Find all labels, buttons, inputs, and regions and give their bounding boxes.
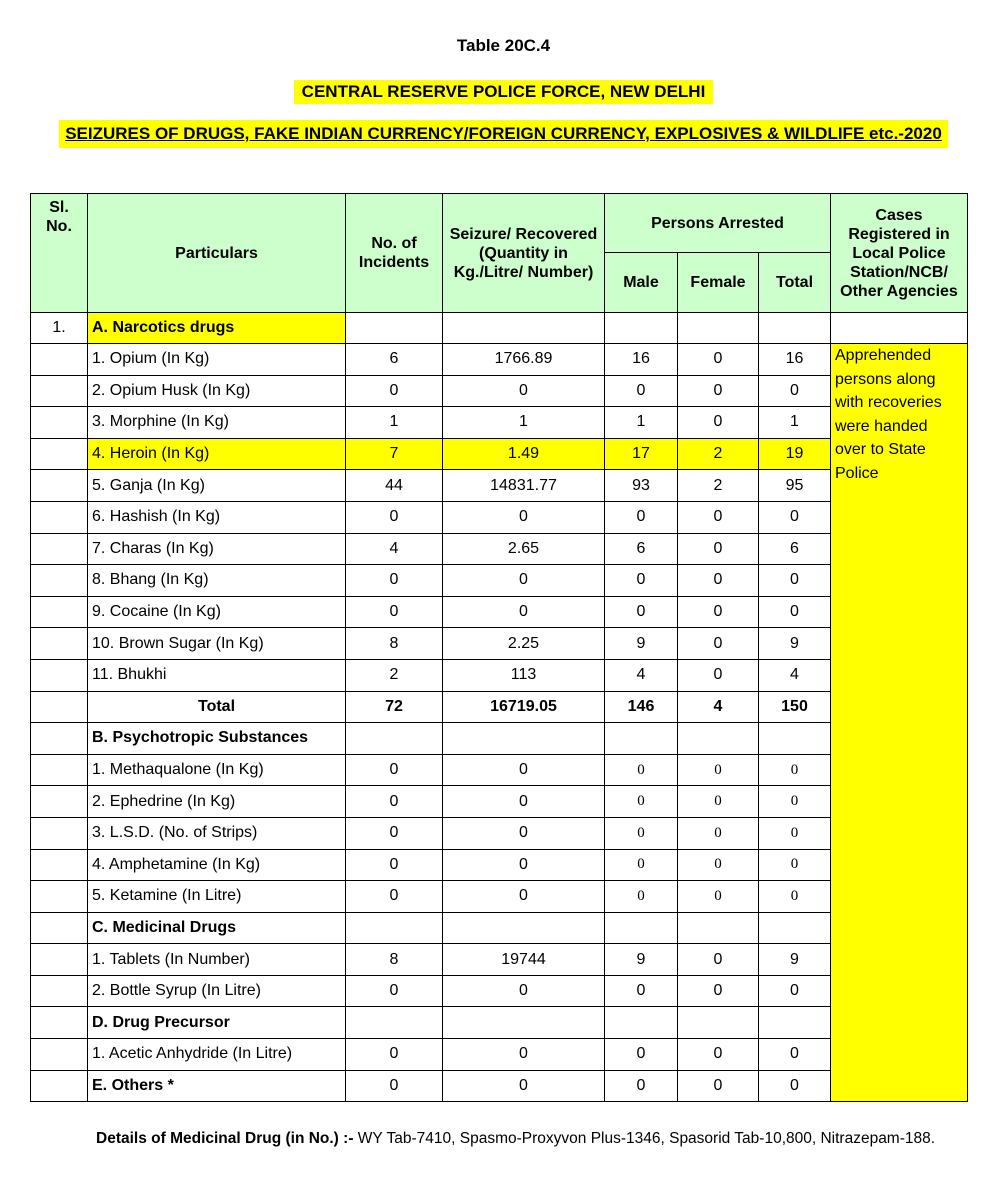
row-male: 4 xyxy=(605,659,678,691)
table-row xyxy=(31,659,968,691)
row-total: 0 xyxy=(759,881,831,913)
row-male: 6 xyxy=(605,533,678,565)
section-row xyxy=(31,1007,968,1039)
table-row xyxy=(31,438,968,470)
row-sl xyxy=(31,1039,88,1071)
row-seizure: 2.25 xyxy=(443,628,605,660)
row-incidents: 8 xyxy=(346,628,443,660)
row-female: 0 xyxy=(678,659,759,691)
row-total: 0 xyxy=(759,817,831,849)
row-seizure: 0 xyxy=(443,565,605,597)
row-female: 0 xyxy=(678,407,759,439)
row-particular: 11. Bhukhi xyxy=(88,659,346,691)
row-total: 6 xyxy=(759,533,831,565)
table-row xyxy=(31,533,968,565)
header-persons-arrested: Persons Arrested xyxy=(605,194,831,253)
row-incidents: 0 xyxy=(346,565,443,597)
row-sl xyxy=(31,723,88,755)
row-total: 9 xyxy=(759,944,831,976)
header-total: Total xyxy=(759,253,831,313)
row-incidents: 0 xyxy=(346,881,443,913)
footer-note xyxy=(96,1127,956,1150)
row-sl xyxy=(31,344,88,376)
row-seizure: 0 xyxy=(443,1039,605,1071)
row-particular: 5. Ketamine (In Litre) xyxy=(88,881,346,913)
header-seizure: Seizure/ Recovered (Quantity in Kg./Litre/ Number) xyxy=(443,194,605,313)
row-incidents: 0 xyxy=(346,596,443,628)
row-seizure: 1.49 xyxy=(443,438,605,470)
row-male: 0 xyxy=(605,375,678,407)
total-incidents: 72 xyxy=(346,691,443,723)
row-sl xyxy=(31,407,88,439)
row-incidents: 0 xyxy=(346,1039,443,1071)
empty-cell xyxy=(605,1007,678,1039)
row-sl xyxy=(31,786,88,818)
empty-cell xyxy=(759,912,831,944)
row-seizure: 0 xyxy=(443,817,605,849)
empty-cell xyxy=(346,1007,443,1039)
row-particular: 2. Bottle Syrup (In Litre) xyxy=(88,975,346,1007)
header-female: Female xyxy=(678,253,759,313)
row-seizure: 19744 xyxy=(443,944,605,976)
row-particular: E. Others * xyxy=(88,1070,346,1102)
empty-cell xyxy=(759,1007,831,1039)
row-male: 0 xyxy=(605,501,678,533)
row-seizure: 14831.77 xyxy=(443,470,605,502)
row-total: 0 xyxy=(759,849,831,881)
row-female: 0 xyxy=(678,1039,759,1071)
footer-label: Details of Medicinal Drug (in No.) :- xyxy=(96,1130,354,1147)
row-particular: 3. Morphine (In Kg) xyxy=(88,407,346,439)
empty-cell xyxy=(443,912,605,944)
row-incidents: 1 xyxy=(346,407,443,439)
row-total: 0 xyxy=(759,1070,831,1102)
row-male: 9 xyxy=(605,628,678,660)
row-sl xyxy=(31,1007,88,1039)
row-male: 0 xyxy=(605,975,678,1007)
header-sl: Sl. No. xyxy=(31,194,88,313)
row-incidents: 0 xyxy=(346,817,443,849)
row-female: 0 xyxy=(678,628,759,660)
row-incidents: 7 xyxy=(346,438,443,470)
row-seizure: 113 xyxy=(443,659,605,691)
row-male: 0 xyxy=(605,596,678,628)
row-total: 0 xyxy=(759,375,831,407)
row-female: 0 xyxy=(678,817,759,849)
row-particular: 4. Amphetamine (In Kg) xyxy=(88,849,346,881)
empty-cell xyxy=(678,1007,759,1039)
row-particular: 4. Heroin (In Kg) xyxy=(88,438,346,470)
total-female: 4 xyxy=(678,691,759,723)
row-particular: 6. Hashish (In Kg) xyxy=(88,501,346,533)
row-total: 9 xyxy=(759,628,831,660)
table-row xyxy=(31,344,968,376)
row-particular: 1. Opium (In Kg) xyxy=(88,344,346,376)
footer-text: WY Tab-7410, Spasmo-Proxyvon Plus-1346, Spasorid Tab-10,800, Nitrazepam-188. xyxy=(353,1130,936,1147)
row-particular: 1. Acetic Anhydride (In Litre) xyxy=(88,1039,346,1071)
row-female: 0 xyxy=(678,944,759,976)
header-cases: Cases Registered in Local Police Station/NCB/ Other Agencies xyxy=(831,194,968,313)
row-particular: 10. Brown Sugar (In Kg) xyxy=(88,628,346,660)
row-male: 0 xyxy=(605,849,678,881)
total-row xyxy=(31,691,968,723)
row-male: 16 xyxy=(605,344,678,376)
row-seizure: 0 xyxy=(443,754,605,786)
row-sl xyxy=(31,754,88,786)
row-male: 0 xyxy=(605,1070,678,1102)
row-sl: 1. xyxy=(31,313,88,344)
row-particular: 5. Ganja (In Kg) xyxy=(88,470,346,502)
table-row xyxy=(31,754,968,786)
row-female: 0 xyxy=(678,596,759,628)
total-label: Total xyxy=(88,691,346,723)
row-incidents: 8 xyxy=(346,944,443,976)
row-total: 0 xyxy=(759,786,831,818)
row-total: 0 xyxy=(759,565,831,597)
row-seizure: 0 xyxy=(443,849,605,881)
row-sl xyxy=(31,849,88,881)
row-total: 0 xyxy=(759,501,831,533)
row-sl xyxy=(31,912,88,944)
header-particulars: Particulars xyxy=(88,194,346,313)
row-male: 9 xyxy=(605,944,678,976)
row-total: 95 xyxy=(759,470,831,502)
row-female: 0 xyxy=(678,533,759,565)
row-incidents: 0 xyxy=(346,1070,443,1102)
row-incidents: 0 xyxy=(346,501,443,533)
row-seizure: 2.65 xyxy=(443,533,605,565)
section-label: C. Medicinal Drugs xyxy=(88,912,346,944)
empty-cell xyxy=(678,912,759,944)
row-seizure: 0 xyxy=(443,975,605,1007)
row-total: 4 xyxy=(759,659,831,691)
subtitle-wrap xyxy=(0,80,1007,104)
heading: SEIZURES OF DRUGS, FAKE INDIAN CURRENCY/FOREIGN CURRENCY, EXPLOSIVES & WILDLIFE etc.-2020 xyxy=(59,120,948,148)
row-particular: 9. Cocaine (In Kg) xyxy=(88,596,346,628)
row-seizure: 0 xyxy=(443,375,605,407)
table-row xyxy=(31,944,968,976)
row-sl xyxy=(31,596,88,628)
table-row xyxy=(31,407,968,439)
row-female: 2 xyxy=(678,438,759,470)
row-incidents: 4 xyxy=(346,533,443,565)
row-incidents: 0 xyxy=(346,975,443,1007)
row-particular: 2. Ephedrine (In Kg) xyxy=(88,786,346,818)
row-female: 0 xyxy=(678,786,759,818)
row-particular: 8. Bhang (In Kg) xyxy=(88,565,346,597)
header-incidents: No. of Incidents xyxy=(346,194,443,313)
row-seizure: 1766.89 xyxy=(443,344,605,376)
row-sl xyxy=(31,944,88,976)
row-incidents: 0 xyxy=(346,849,443,881)
table-row xyxy=(31,501,968,533)
row-female: 0 xyxy=(678,849,759,881)
total-seizure: 16719.05 xyxy=(443,691,605,723)
row-total: 0 xyxy=(759,596,831,628)
subtitle: CENTRAL RESERVE POLICE FORCE, NEW DELHI xyxy=(294,80,714,104)
empty-cell xyxy=(678,723,759,755)
row-sl xyxy=(31,470,88,502)
row-sl xyxy=(31,533,88,565)
section-row xyxy=(31,313,968,344)
row-male: 93 xyxy=(605,470,678,502)
empty-cell xyxy=(443,723,605,755)
row-total: 0 xyxy=(759,754,831,786)
row-seizure: 0 xyxy=(443,596,605,628)
row-female: 2 xyxy=(678,470,759,502)
table-row xyxy=(31,375,968,407)
row-female: 0 xyxy=(678,754,759,786)
row-incidents: 44 xyxy=(346,470,443,502)
table-row xyxy=(31,565,968,597)
row-female: 0 xyxy=(678,975,759,1007)
row-particular: 3. L.S.D. (No. of Strips) xyxy=(88,817,346,849)
row-particular: 1. Methaqualone (In Kg) xyxy=(88,754,346,786)
section-row xyxy=(31,912,968,944)
row-female: 0 xyxy=(678,501,759,533)
row-male: 0 xyxy=(605,754,678,786)
row-seizure: 0 xyxy=(443,786,605,818)
row-total: 0 xyxy=(759,1039,831,1071)
table-row xyxy=(31,817,968,849)
row-seizure: 0 xyxy=(443,1070,605,1102)
row-male: 0 xyxy=(605,881,678,913)
seizure-table xyxy=(30,193,968,1102)
row-male: 0 xyxy=(605,786,678,818)
section-label: A. Narcotics drugs xyxy=(88,313,346,344)
row-sl xyxy=(31,881,88,913)
row-female: 0 xyxy=(678,565,759,597)
row-sl xyxy=(31,1070,88,1102)
row-incidents: 6 xyxy=(346,344,443,376)
empty-cell xyxy=(346,912,443,944)
row-male: 1 xyxy=(605,407,678,439)
row-male: 0 xyxy=(605,1039,678,1071)
row-seizure: 0 xyxy=(443,881,605,913)
row-male: 17 xyxy=(605,438,678,470)
row-sl xyxy=(31,659,88,691)
heading-wrap xyxy=(0,120,1007,148)
empty-cell xyxy=(759,723,831,755)
section-label: D. Drug Precursor xyxy=(88,1007,346,1039)
row-sl xyxy=(31,817,88,849)
row-incidents: 0 xyxy=(346,754,443,786)
table-row xyxy=(31,881,968,913)
row-female: 0 xyxy=(678,375,759,407)
table-row xyxy=(31,470,968,502)
row-particular: 1. Tablets (In Number) xyxy=(88,944,346,976)
section-row xyxy=(31,723,968,755)
row-male: 0 xyxy=(605,817,678,849)
section-label: B. Psychotropic Substances xyxy=(88,723,346,755)
row-seizure: 1 xyxy=(443,407,605,439)
table-row xyxy=(31,786,968,818)
row-sl xyxy=(31,565,88,597)
table-row xyxy=(31,975,968,1007)
empty-cell xyxy=(605,723,678,755)
total-male: 146 xyxy=(605,691,678,723)
empty-cell xyxy=(346,723,443,755)
row-total: 16 xyxy=(759,344,831,376)
row-sl xyxy=(31,628,88,660)
row-sl xyxy=(31,975,88,1007)
row-female: 0 xyxy=(678,1070,759,1102)
row-total: 1 xyxy=(759,407,831,439)
cases-note: Apprehended persons along with recoveries were handed over to State Police xyxy=(831,344,968,1102)
table-row xyxy=(31,596,968,628)
row-incidents: 0 xyxy=(346,375,443,407)
row-total: 19 xyxy=(759,438,831,470)
row-incidents: 0 xyxy=(346,786,443,818)
row-total: 0 xyxy=(759,975,831,1007)
row-male: 0 xyxy=(605,565,678,597)
table-row xyxy=(31,1039,968,1071)
empty-cell xyxy=(605,912,678,944)
row-sl xyxy=(31,375,88,407)
row-particular: 7. Charas (In Kg) xyxy=(88,533,346,565)
table-body xyxy=(31,313,968,1102)
row-seizure: 0 xyxy=(443,501,605,533)
row-female: 0 xyxy=(678,344,759,376)
row-female: 0 xyxy=(678,881,759,913)
empty-cell xyxy=(443,1007,605,1039)
table-row xyxy=(31,849,968,881)
table-row xyxy=(31,628,968,660)
table-row xyxy=(31,1070,968,1102)
row-sl xyxy=(31,691,88,723)
row-incidents: 2 xyxy=(346,659,443,691)
row-sl xyxy=(31,438,88,470)
total-total: 150 xyxy=(759,691,831,723)
table-title: Table 20C.4 xyxy=(456,36,551,55)
header-male: Male xyxy=(605,253,678,313)
row-particular: 2. Opium Husk (In Kg) xyxy=(88,375,346,407)
row-sl xyxy=(31,501,88,533)
